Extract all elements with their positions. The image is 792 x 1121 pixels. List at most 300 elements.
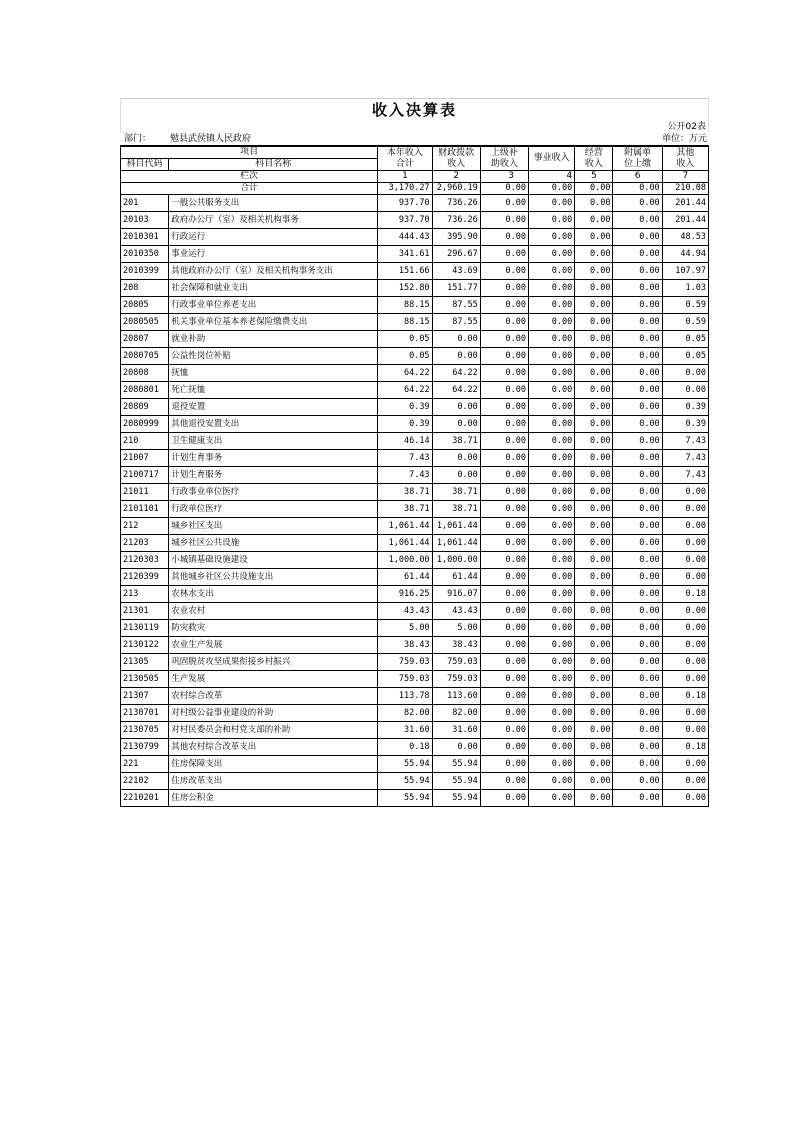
value-cell: 38.43 xyxy=(432,637,480,654)
table-row xyxy=(121,688,709,705)
table-row xyxy=(121,450,709,467)
table-row xyxy=(121,535,709,552)
value-cell: 0.00 xyxy=(529,348,575,365)
value-cell: 0.00 xyxy=(575,773,613,790)
subject-name: 生产发展 xyxy=(169,671,378,688)
subject-code: 2130119 xyxy=(121,620,169,637)
value-cell: 916.07 xyxy=(432,586,480,603)
subject-code: 22102 xyxy=(121,773,169,790)
value-cell: 0.00 xyxy=(575,467,613,484)
subject-code: 2130505 xyxy=(121,671,169,688)
value-cell: 38.71 xyxy=(432,484,480,501)
value-cell: 5.00 xyxy=(378,620,432,637)
value-cell: 0.00 xyxy=(480,790,528,807)
value-cell: 0.00 xyxy=(432,467,480,484)
value-cell: 64.22 xyxy=(378,382,432,399)
value-cell: 31.60 xyxy=(378,722,432,739)
value-cell: 0.00 xyxy=(575,246,613,263)
value-cell: 0.00 xyxy=(480,569,528,586)
value-cell: 55.94 xyxy=(378,756,432,773)
value-cell: 0.00 xyxy=(613,518,662,535)
value-cell: 0.00 xyxy=(662,603,708,620)
header-col-4: 事业收入 xyxy=(529,147,575,171)
value-cell: 0.00 xyxy=(613,484,662,501)
value-cell: 0.00 xyxy=(529,467,575,484)
subject-code: 2100717 xyxy=(121,467,169,484)
value-cell: 1.03 xyxy=(662,280,708,297)
table-row xyxy=(121,756,709,773)
value-cell: 0.00 xyxy=(613,399,662,416)
value-cell: 0.00 xyxy=(575,399,613,416)
value-cell: 0.00 xyxy=(432,331,480,348)
value-cell: 46.14 xyxy=(378,433,432,450)
value-cell: 0.00 xyxy=(575,314,613,331)
subject-name: 死亡抚恤 xyxy=(169,382,378,399)
value-cell: 113.60 xyxy=(432,688,480,705)
subject-name: 其他农村综合改革支出 xyxy=(169,739,378,756)
value-cell: 0.18 xyxy=(662,688,708,705)
value-cell: 0.00 xyxy=(613,722,662,739)
value-cell: 0.00 xyxy=(613,212,662,229)
value-cell: 0.00 xyxy=(529,382,575,399)
subject-name: 社会保障和就业支出 xyxy=(169,280,378,297)
unit-label: 单位：万元 xyxy=(661,134,707,144)
value-cell: 0.00 xyxy=(575,637,613,654)
subject-code: 2210201 xyxy=(121,790,169,807)
value-cell: 0.00 xyxy=(613,688,662,705)
value-cell: 0.00 xyxy=(529,790,575,807)
value-cell: 0.00 xyxy=(480,280,528,297)
subject-code: 201 xyxy=(121,195,169,212)
subject-name: 卫生健康支出 xyxy=(169,433,378,450)
subject-code: 208 xyxy=(121,280,169,297)
table-row xyxy=(121,586,709,603)
subject-code: 2120399 xyxy=(121,569,169,586)
income-statement-sheet xyxy=(120,98,709,807)
value-cell: 0.00 xyxy=(529,501,575,518)
header-name: 科目名称 xyxy=(169,159,378,171)
value-cell: 201.44 xyxy=(662,195,708,212)
header-code: 科目代码 xyxy=(121,159,169,171)
table-row xyxy=(121,705,709,722)
value-cell: 0.00 xyxy=(613,552,662,569)
value-cell: 341.61 xyxy=(378,246,432,263)
value-cell: 0.00 xyxy=(575,331,613,348)
col-index-4: 4 xyxy=(529,171,575,183)
value-cell: 0.00 xyxy=(662,756,708,773)
value-cell: 0.00 xyxy=(613,586,662,603)
value-cell: 87.55 xyxy=(432,297,480,314)
value-cell: 0.00 xyxy=(662,722,708,739)
value-cell: 0.00 xyxy=(480,756,528,773)
value-cell: 0.00 xyxy=(529,773,575,790)
total-cell: 210.08 xyxy=(662,183,708,195)
value-cell: 7.43 xyxy=(378,467,432,484)
value-cell: 0.00 xyxy=(480,535,528,552)
subject-name: 计划生育事务 xyxy=(169,450,378,467)
col-index-2: 2 xyxy=(432,171,480,183)
subject-code: 21007 xyxy=(121,450,169,467)
value-cell: 0.00 xyxy=(529,484,575,501)
value-cell: 0.00 xyxy=(480,654,528,671)
table-row xyxy=(121,603,709,620)
value-cell: 7.43 xyxy=(662,433,708,450)
table-row xyxy=(121,246,709,263)
value-cell: 0.00 xyxy=(529,399,575,416)
value-cell: 0.00 xyxy=(575,705,613,722)
subject-code: 2120303 xyxy=(121,552,169,569)
value-cell: 0.00 xyxy=(575,586,613,603)
subject-code: 20807 xyxy=(121,331,169,348)
value-cell: 0.00 xyxy=(613,603,662,620)
value-cell: 296.67 xyxy=(432,246,480,263)
value-cell: 0.00 xyxy=(575,688,613,705)
department-line xyxy=(120,133,709,146)
subject-code: 20808 xyxy=(121,365,169,382)
table-row xyxy=(121,399,709,416)
value-cell: 43.43 xyxy=(432,603,480,620)
col-index-1: 1 xyxy=(378,171,432,183)
value-cell: 0.00 xyxy=(575,756,613,773)
value-cell: 5.00 xyxy=(432,620,480,637)
value-cell: 759.03 xyxy=(432,654,480,671)
value-cell: 0.00 xyxy=(613,637,662,654)
value-cell: 0.00 xyxy=(613,773,662,790)
value-cell: 0.05 xyxy=(378,348,432,365)
value-cell: 0.00 xyxy=(480,297,528,314)
value-cell: 0.59 xyxy=(662,314,708,331)
value-cell: 937.70 xyxy=(378,195,432,212)
table-row xyxy=(121,212,709,229)
value-cell: 1,000.00 xyxy=(432,552,480,569)
value-cell: 0.00 xyxy=(662,382,708,399)
value-cell: 444.43 xyxy=(378,229,432,246)
table-row xyxy=(121,314,709,331)
table-body xyxy=(121,195,709,807)
value-cell: 0.05 xyxy=(662,331,708,348)
value-cell: 0.00 xyxy=(480,467,528,484)
subject-name: 抚恤 xyxy=(169,365,378,382)
value-cell: 736.26 xyxy=(432,195,480,212)
value-cell: 0.00 xyxy=(613,331,662,348)
value-cell: 43.69 xyxy=(432,263,480,280)
value-cell: 0.00 xyxy=(529,365,575,382)
subject-name: 对村民委员会和村党支部的补助 xyxy=(169,722,378,739)
value-cell: 0.00 xyxy=(529,569,575,586)
value-cell: 0.00 xyxy=(529,671,575,688)
value-cell: 0.00 xyxy=(613,297,662,314)
value-cell: 0.00 xyxy=(529,756,575,773)
value-cell: 0.00 xyxy=(575,297,613,314)
header-col-7: 其他 收入 xyxy=(662,147,708,171)
value-cell: 1,061.44 xyxy=(378,518,432,535)
value-cell: 0.18 xyxy=(662,739,708,756)
subject-name: 巩固脱贫攻坚成果衔接乡村振兴 xyxy=(169,654,378,671)
subject-name: 行政运行 xyxy=(169,229,378,246)
subject-code: 21307 xyxy=(121,688,169,705)
value-cell: 38.71 xyxy=(432,501,480,518)
value-cell: 0.00 xyxy=(432,348,480,365)
value-cell: 0.00 xyxy=(529,450,575,467)
value-cell: 916.25 xyxy=(378,586,432,603)
value-cell: 0.00 xyxy=(432,739,480,756)
table-row xyxy=(121,195,709,212)
value-cell: 0.00 xyxy=(575,790,613,807)
value-cell: 55.94 xyxy=(432,790,480,807)
value-cell: 0.00 xyxy=(613,280,662,297)
value-cell: 0.00 xyxy=(575,382,613,399)
value-cell: 0.00 xyxy=(529,246,575,263)
subject-name: 就业补助 xyxy=(169,331,378,348)
subject-code: 2130122 xyxy=(121,637,169,654)
subject-name: 其他退役安置支出 xyxy=(169,416,378,433)
col-index-6: 6 xyxy=(613,171,662,183)
value-cell: 0.00 xyxy=(480,620,528,637)
value-cell: 0.39 xyxy=(378,399,432,416)
value-cell: 61.44 xyxy=(378,569,432,586)
value-cell: 0.00 xyxy=(480,314,528,331)
subject-code: 2010350 xyxy=(121,246,169,263)
value-cell: 0.00 xyxy=(529,314,575,331)
table-row xyxy=(121,501,709,518)
header-lanci: 栏次 xyxy=(121,171,378,183)
value-cell: 0.00 xyxy=(662,705,708,722)
value-cell: 0.00 xyxy=(575,722,613,739)
subject-name: 一般公共服务支出 xyxy=(169,195,378,212)
value-cell: 0.00 xyxy=(575,195,613,212)
value-cell: 0.00 xyxy=(613,195,662,212)
subject-name: 行政事业单位医疗 xyxy=(169,484,378,501)
value-cell: 0.00 xyxy=(613,314,662,331)
value-cell: 0.00 xyxy=(529,586,575,603)
value-cell: 0.00 xyxy=(529,654,575,671)
value-cell: 0.00 xyxy=(662,484,708,501)
table-row xyxy=(121,263,709,280)
value-cell: 0.00 xyxy=(613,705,662,722)
value-cell: 0.00 xyxy=(662,518,708,535)
subject-code: 2130701 xyxy=(121,705,169,722)
table-row xyxy=(121,348,709,365)
subject-code: 20103 xyxy=(121,212,169,229)
value-cell: 0.00 xyxy=(529,603,575,620)
value-cell: 0.00 xyxy=(480,229,528,246)
value-cell: 0.00 xyxy=(613,416,662,433)
subject-code: 21203 xyxy=(121,535,169,552)
value-cell: 38.71 xyxy=(378,484,432,501)
subject-name: 退役安置 xyxy=(169,399,378,416)
value-cell: 0.00 xyxy=(529,263,575,280)
value-cell: 0.00 xyxy=(662,790,708,807)
header-col-2: 财政拨款 收入 xyxy=(432,147,480,171)
value-cell: 0.00 xyxy=(529,195,575,212)
value-cell: 0.00 xyxy=(529,297,575,314)
value-cell: 0.00 xyxy=(613,790,662,807)
value-cell: 0.05 xyxy=(378,331,432,348)
value-cell: 0.00 xyxy=(575,518,613,535)
value-cell: 0.00 xyxy=(613,756,662,773)
value-cell: 0.00 xyxy=(613,569,662,586)
value-cell: 0.00 xyxy=(575,603,613,620)
value-cell: 0.00 xyxy=(529,212,575,229)
table-row xyxy=(121,467,709,484)
value-cell: 38.43 xyxy=(378,637,432,654)
value-cell: 0.00 xyxy=(575,671,613,688)
subject-name: 农林水支出 xyxy=(169,586,378,603)
value-cell: 43.43 xyxy=(378,603,432,620)
value-cell: 0.00 xyxy=(613,263,662,280)
subject-code: 2080505 xyxy=(121,314,169,331)
value-cell: 0.00 xyxy=(613,433,662,450)
value-cell: 44.94 xyxy=(662,246,708,263)
subject-name: 其他城乡社区公共设施支出 xyxy=(169,569,378,586)
value-cell: 0.00 xyxy=(432,399,480,416)
subject-name: 行政事业单位养老支出 xyxy=(169,297,378,314)
value-cell: 0.00 xyxy=(613,739,662,756)
value-cell: 61.44 xyxy=(432,569,480,586)
value-cell: 0.00 xyxy=(662,569,708,586)
table-row xyxy=(121,365,709,382)
value-cell: 0.00 xyxy=(613,365,662,382)
value-cell: 0.00 xyxy=(529,518,575,535)
value-cell: 0.00 xyxy=(613,229,662,246)
value-cell: 0.00 xyxy=(613,501,662,518)
subject-name: 农村综合改革 xyxy=(169,688,378,705)
header-item: 项目 xyxy=(121,147,378,159)
value-cell: 0.00 xyxy=(432,450,480,467)
table-row xyxy=(121,331,709,348)
value-cell: 759.03 xyxy=(378,654,432,671)
table-row xyxy=(121,722,709,739)
value-cell: 1,061.44 xyxy=(432,518,480,535)
value-cell: 88.15 xyxy=(378,314,432,331)
value-cell: 0.00 xyxy=(529,552,575,569)
value-cell: 0.00 xyxy=(480,433,528,450)
subject-name: 公益性岗位补贴 xyxy=(169,348,378,365)
value-cell: 55.94 xyxy=(378,790,432,807)
department-name: 勉县武侯镇人民政府 xyxy=(170,134,252,144)
value-cell: 0.00 xyxy=(529,637,575,654)
subject-name: 事业运行 xyxy=(169,246,378,263)
table-row xyxy=(121,484,709,501)
subject-code: 20809 xyxy=(121,399,169,416)
value-cell: 0.00 xyxy=(575,212,613,229)
total-cell: 0.00 xyxy=(480,183,528,195)
header-col-5: 经营 收入 xyxy=(575,147,613,171)
subject-code: 21301 xyxy=(121,603,169,620)
value-cell: 0.00 xyxy=(529,688,575,705)
col-index-5: 5 xyxy=(575,171,613,183)
subject-name: 城乡社区公共设施 xyxy=(169,535,378,552)
table-row xyxy=(121,620,709,637)
value-cell: 7.43 xyxy=(378,450,432,467)
department-label: 部门： xyxy=(124,134,152,144)
value-cell: 38.71 xyxy=(378,501,432,518)
table-row xyxy=(121,671,709,688)
value-cell: 0.00 xyxy=(529,280,575,297)
value-cell: 31.60 xyxy=(432,722,480,739)
value-cell: 0.00 xyxy=(662,637,708,654)
subject-name: 政府办公厅（室）及相关机构事务 xyxy=(169,212,378,229)
value-cell: 0.00 xyxy=(613,450,662,467)
value-cell: 759.03 xyxy=(378,671,432,688)
value-cell: 0.00 xyxy=(575,569,613,586)
subject-code: 2080801 xyxy=(121,382,169,399)
value-cell: 0.00 xyxy=(575,365,613,382)
subject-code: 2101101 xyxy=(121,501,169,518)
value-cell: 0.00 xyxy=(480,637,528,654)
subject-code: 221 xyxy=(121,756,169,773)
value-cell: 0.00 xyxy=(575,263,613,280)
value-cell: 0.00 xyxy=(480,722,528,739)
value-cell: 0.00 xyxy=(480,365,528,382)
value-cell: 0.00 xyxy=(575,620,613,637)
value-cell: 0.59 xyxy=(662,297,708,314)
table-row xyxy=(121,773,709,790)
form-code: 公开02表 xyxy=(120,121,709,133)
value-cell: 0.00 xyxy=(575,552,613,569)
value-cell: 38.71 xyxy=(432,433,480,450)
value-cell: 0.00 xyxy=(662,365,708,382)
value-cell: 0.00 xyxy=(613,535,662,552)
subject-code: 212 xyxy=(121,518,169,535)
total-cell: 0.00 xyxy=(613,183,662,195)
value-cell: 7.43 xyxy=(662,467,708,484)
value-cell: 7.43 xyxy=(662,450,708,467)
value-cell: 55.94 xyxy=(432,756,480,773)
value-cell: 0.00 xyxy=(575,501,613,518)
value-cell: 0.00 xyxy=(575,450,613,467)
table-row xyxy=(121,229,709,246)
table-row xyxy=(121,654,709,671)
total-cell: 0.00 xyxy=(529,183,575,195)
subject-name: 其他政府办公厅（室）及相关机构事务支出 xyxy=(169,263,378,280)
value-cell: 736.26 xyxy=(432,212,480,229)
value-cell: 0.39 xyxy=(662,416,708,433)
value-cell: 0.39 xyxy=(662,399,708,416)
value-cell: 0.00 xyxy=(575,280,613,297)
value-cell: 0.00 xyxy=(480,348,528,365)
subject-name: 农业生产发展 xyxy=(169,637,378,654)
value-cell: 0.00 xyxy=(480,416,528,433)
value-cell: 0.00 xyxy=(432,416,480,433)
subject-code: 213 xyxy=(121,586,169,603)
subject-name: 住房保障支出 xyxy=(169,756,378,773)
subject-code: 2080705 xyxy=(121,348,169,365)
value-cell: 0.00 xyxy=(480,382,528,399)
value-cell: 0.39 xyxy=(378,416,432,433)
value-cell: 0.00 xyxy=(662,501,708,518)
value-cell: 0.00 xyxy=(480,518,528,535)
subject-name: 对村级公益事业建设的补助 xyxy=(169,705,378,722)
table-row xyxy=(121,637,709,654)
subject-name: 防灾救灾 xyxy=(169,620,378,637)
value-cell: 0.00 xyxy=(480,246,528,263)
subject-code: 2010399 xyxy=(121,263,169,280)
value-cell: 0.00 xyxy=(662,671,708,688)
subject-code: 20805 xyxy=(121,297,169,314)
value-cell: 0.05 xyxy=(662,348,708,365)
value-cell: 0.00 xyxy=(480,705,528,722)
total-cell: 2,960.19 xyxy=(432,183,480,195)
value-cell: 0.00 xyxy=(480,212,528,229)
value-cell: 0.00 xyxy=(480,399,528,416)
value-cell: 1,000.00 xyxy=(378,552,432,569)
value-cell: 0.00 xyxy=(575,739,613,756)
subject-name: 小城镇基础设施建设 xyxy=(169,552,378,569)
value-cell: 88.15 xyxy=(378,297,432,314)
value-cell: 0.00 xyxy=(480,450,528,467)
value-cell: 0.00 xyxy=(662,773,708,790)
